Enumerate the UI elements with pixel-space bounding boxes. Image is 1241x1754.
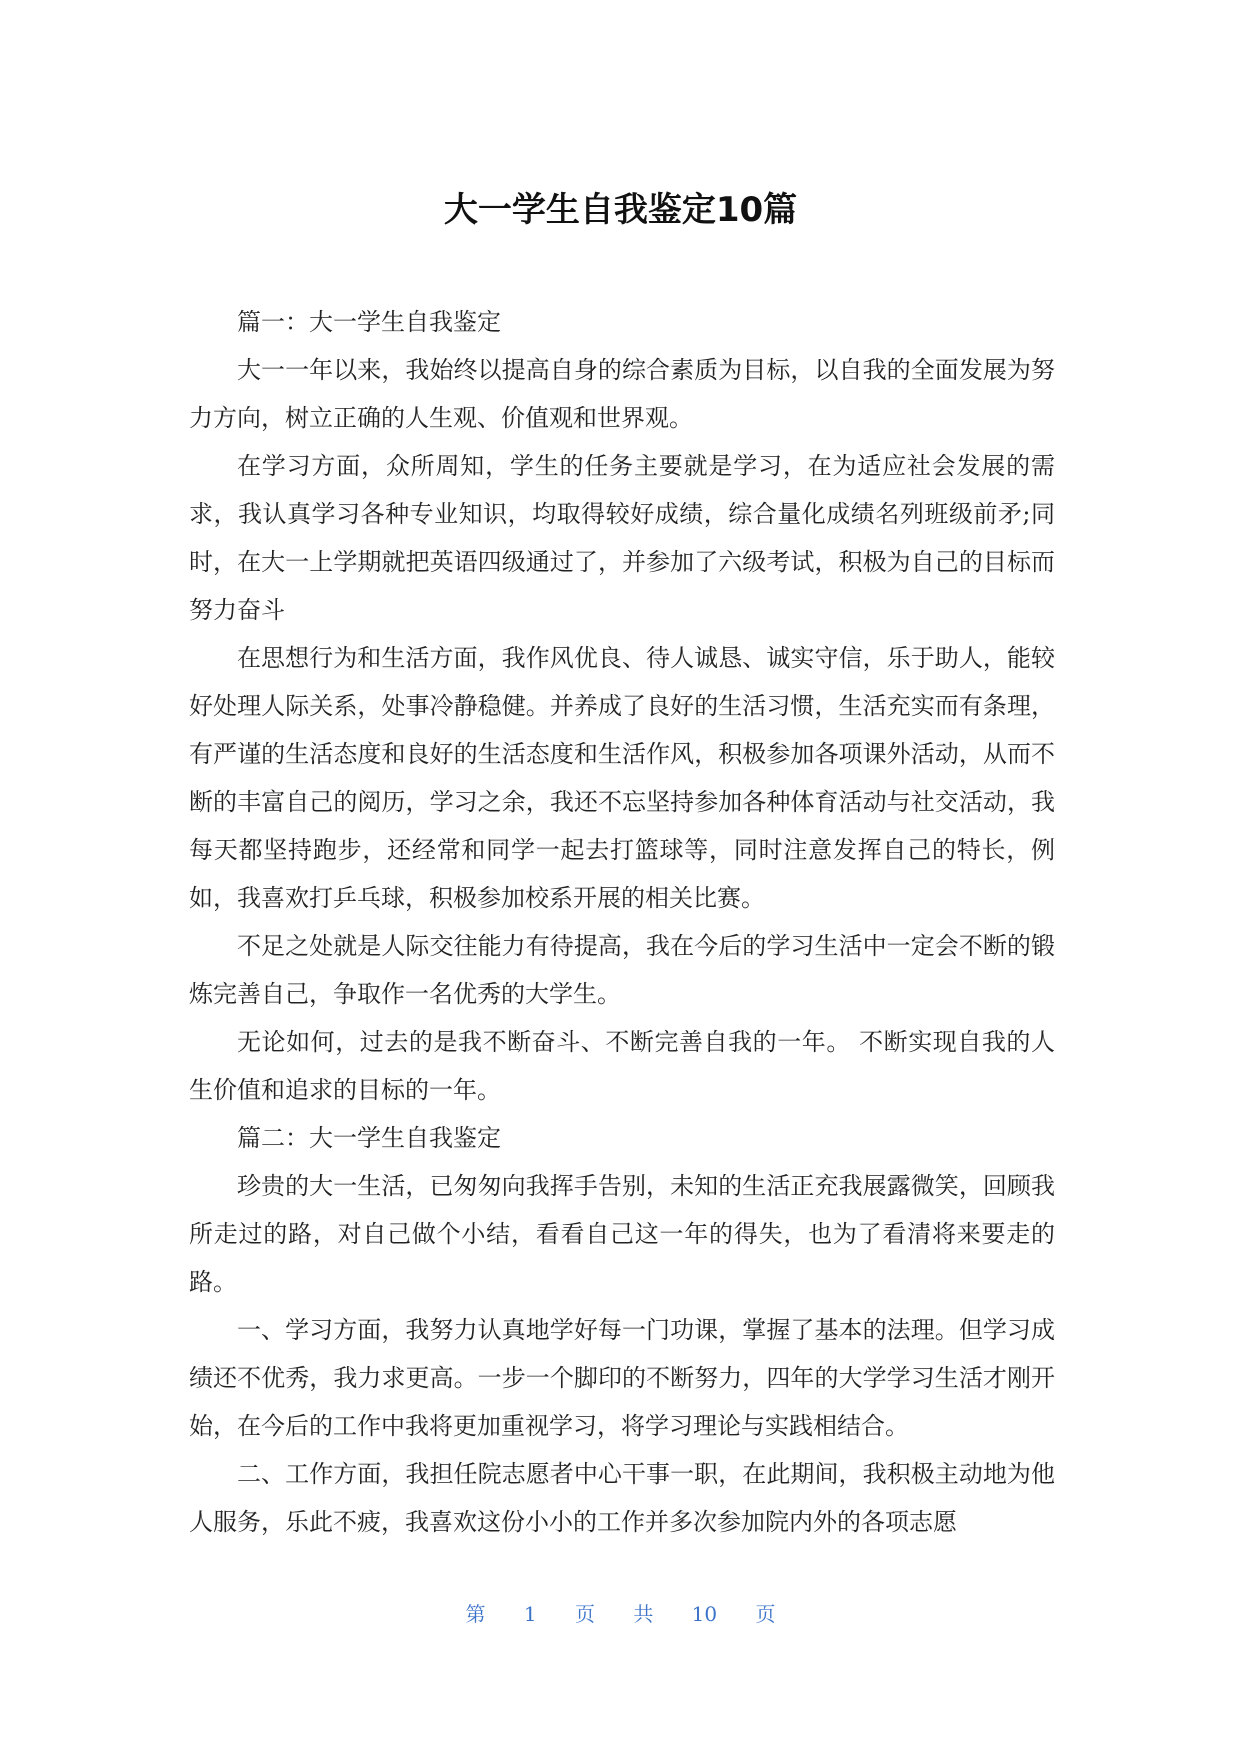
paragraph: 无论如何，过去的是我不断奋斗、不断完善自我的一年。 不断实现自我的人生价值和追求的目标的一年。 [189, 1028, 1055, 1104]
document-title: 大一学生自我鉴定10篇 [443, 190, 798, 230]
footer-word-pages: 页 [755, 1602, 776, 1626]
footer-word-total: 共 [633, 1602, 654, 1626]
footer-word-page-of: 页 [574, 1602, 595, 1626]
paragraph: 二、工作方面，我担任院志愿者中心干事一职，在此期间，我积极主动地为他人服务，乐此不疲，我喜欢这份小小的工作并多次参加院内外的各项志愿 [189, 1460, 1055, 1536]
current-page-number: 1 [523, 1602, 537, 1626]
document-body [189, 298, 1055, 1546]
total-pages-number: 10 [691, 1602, 718, 1626]
page-number-footer [0, 1600, 1241, 1628]
paragraph: 在思想行为和生活方面，我作风优良、待人诚恳、诚实守信，乐于助人，能较好处理人际关系，处事冷静稳健。并养成了良好的生活习惯，生活充实而有条理，有严谨的生活态度和良好的生活态度和生活作风，积极参加各项课外活动，从而不断的丰富自己的阅历，学习之余，我还不忘坚持参加各种体育活动与社交活动，我每天都坚持跑步，还经常和同学一起去打篮球等，同时注意发挥自己的特长，例如，我喜欢打乒乓球，积极参加校系开展的相关比赛。 [189, 644, 1055, 912]
paragraph: 一、学习方面，我努力认真地学好每一门功课，掌握了基本的法理。但学习成绩还不优秀，我力求更高。一步一个脚印的不断努力，四年的大学学习生活才刚开始，在今后的工作中我将更加重视学习，将学习理论与实践相结合。 [189, 1316, 1055, 1440]
paragraph: 在学习方面，众所周知，学生的任务主要就是学习，在为适应社会发展的需求，我认真学习各种专业知识，均取得较好成绩，综合量化成绩名列班级前矛;同时，在大一上学期就把英语四级通过了，并参加了六级考试，积极为自己的目标而努力奋斗 [189, 452, 1055, 624]
section-heading: 篇二：大一学生自我鉴定 [237, 1124, 501, 1152]
footer-word-page: 第 [465, 1602, 486, 1626]
paragraph: 不足之处就是人际交往能力有待提高，我在今后的学习生活中一定会不断的锻炼完善自己，争取作一名优秀的大学生。 [189, 932, 1055, 1008]
paragraph: 大一一年以来，我始终以提高自身的综合素质为目标，以自我的全面发展为努力方向，树立正确的人生观、价值观和世界观。 [189, 356, 1055, 432]
paragraph: 珍贵的大一生活，已匆匆向我挥手告别，未知的生活正充我展露微笑，回顾我所走过的路，对自己做个小结，看看自己这一年的得失，也为了看清将来要走的路。 [189, 1172, 1055, 1296]
section-heading: 篇一：大一学生自我鉴定 [237, 308, 501, 336]
